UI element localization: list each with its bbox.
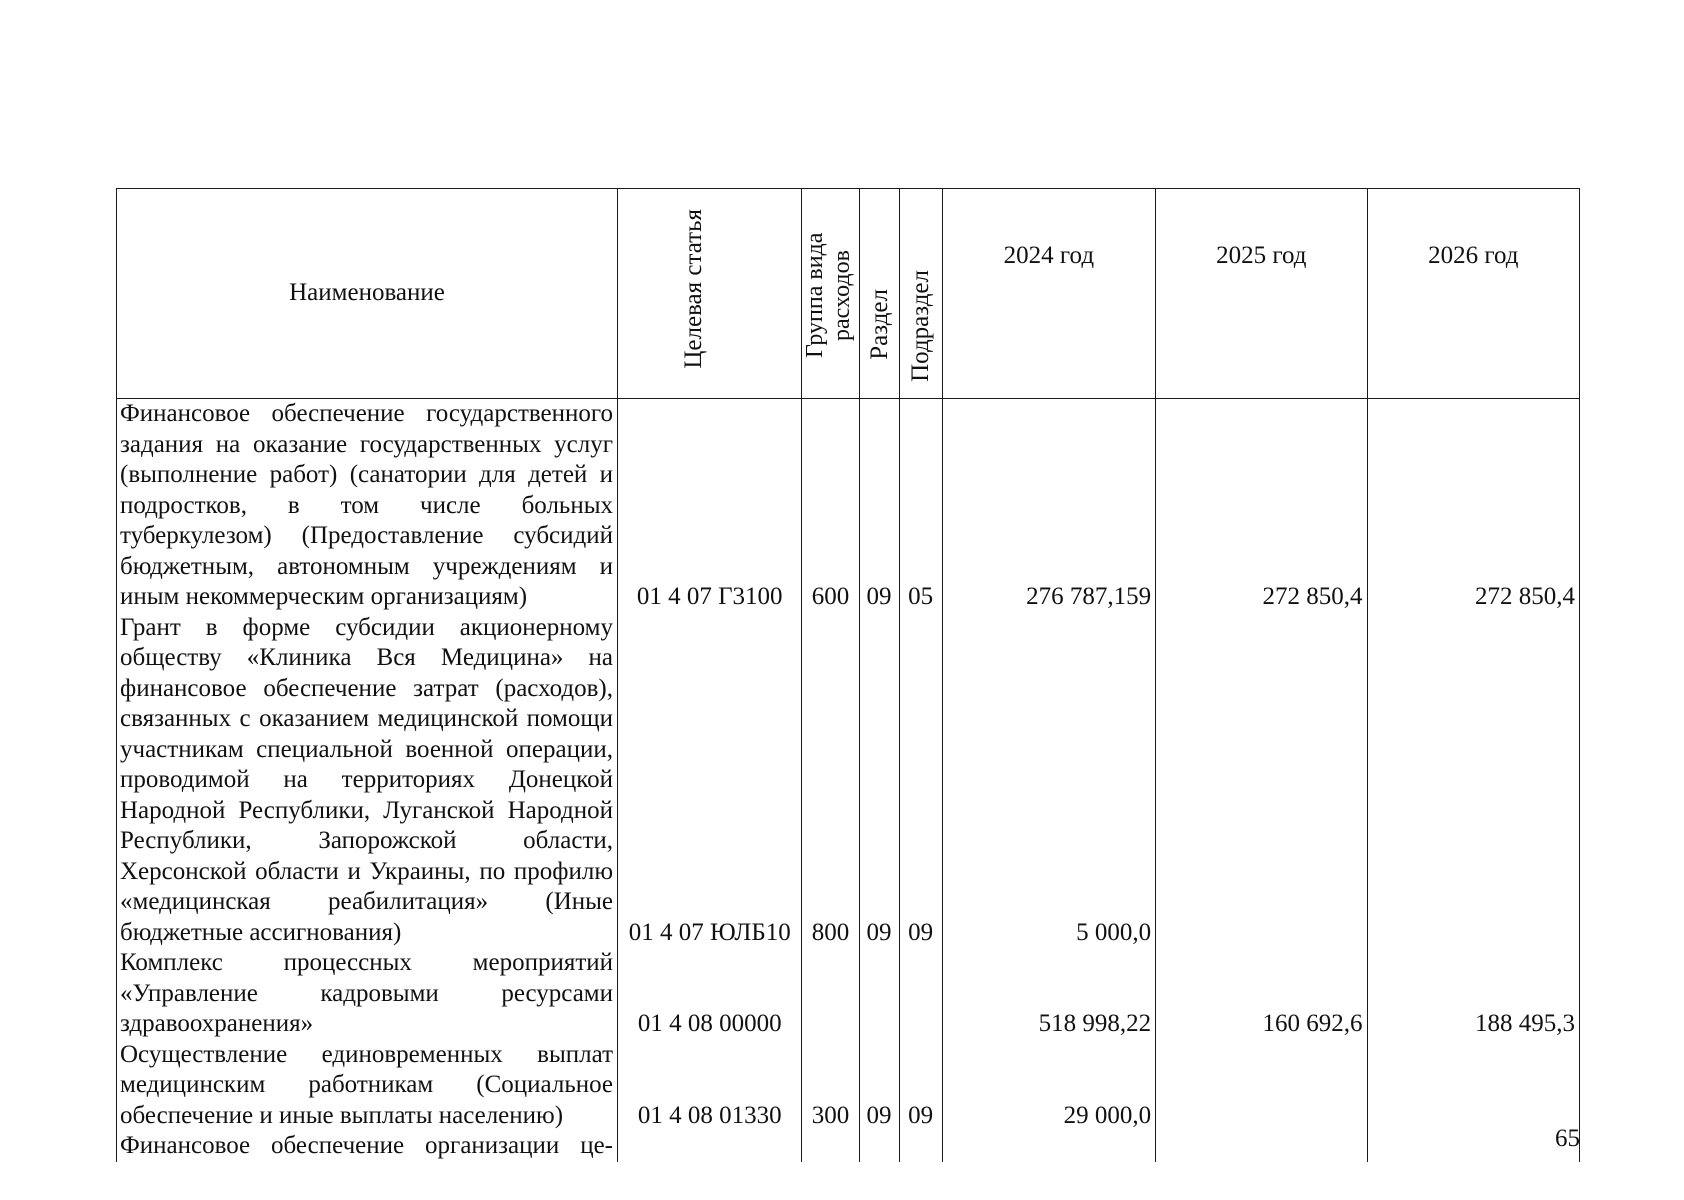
header-2024 [942, 189, 1155, 399]
row-2024: 276 787,159 [942, 399, 1155, 613]
header-subsection-label: Подраздел [907, 269, 935, 382]
header-group [802, 189, 859, 399]
row-section [859, 948, 899, 1040]
table-row [117, 613, 1580, 949]
row-subsection: 09 [899, 1040, 942, 1132]
row-section: 09 [859, 399, 899, 613]
row-group: 600 [802, 399, 859, 613]
row-group [802, 1131, 859, 1162]
row-2025: 272 850,4 [1156, 399, 1367, 613]
table-row [117, 1040, 1580, 1132]
row-2026: 272 850,4 [1367, 399, 1579, 613]
row-2024 [942, 1131, 1155, 1162]
row-2025 [1156, 613, 1367, 949]
row-2026: 188 495,3 [1367, 948, 1579, 1040]
row-section: 09 [859, 1040, 899, 1132]
budget-table [116, 188, 1580, 1162]
row-2024: 5 000,0 [942, 613, 1155, 949]
row-target: 01 4 08 01330 [618, 1040, 802, 1132]
header-2026-label: 2026 год [1428, 242, 1519, 269]
row-2025: 160 692,6 [1156, 948, 1367, 1040]
page-number: 65 [1555, 1125, 1580, 1152]
row-subsection: 05 [899, 399, 942, 613]
row-target: 01 4 07 Г3100 [618, 399, 802, 613]
header-2024-label: 2024 год [1003, 242, 1095, 269]
table-row [117, 948, 1580, 1040]
row-name: Осуществление единовременных выплат медицинским работникам (Социальное обеспечение и иные выплаты населению) [117, 1040, 618, 1132]
row-2024: 29 000,0 [942, 1040, 1155, 1132]
row-group [802, 948, 859, 1040]
header-name [117, 189, 618, 399]
row-subsection [899, 948, 942, 1040]
row-2024: 518 998,22 [942, 948, 1155, 1040]
row-target [618, 1131, 802, 1162]
table-body [117, 399, 1580, 1162]
header-group-label: Группа вида расходов [802, 232, 856, 359]
row-2026 [1367, 613, 1579, 949]
header-section [859, 189, 899, 399]
header-target-label: Целевая статья [679, 209, 707, 370]
row-name: Финансовое обеспечение организации це- [117, 1131, 618, 1162]
row-target: 01 4 08 00000 [618, 948, 802, 1040]
row-name: Грант в форме субсидии акционерному обществу «Клиника Вся Медицина» на финансовое обеспечение затрат (расходов), связанных с оказанием медицинской помощи участникам специальной военной операции, проводимой на территориях Донецкой Народной Республики, Луганской Народной Республики, Запорожской области, Херсонской области и Украины, по профилю «медицинская реабилитация» (Иные бюджетные ассигнования) [117, 613, 618, 949]
table-row [117, 1131, 1580, 1162]
row-section [859, 1131, 899, 1162]
header-2025 [1156, 189, 1367, 399]
row-group: 300 [802, 1040, 859, 1132]
row-2025 [1156, 1131, 1367, 1162]
row-subsection: 09 [899, 613, 942, 949]
row-subsection [899, 1131, 942, 1162]
row-section: 09 [859, 613, 899, 949]
header-section-label: Раздел [865, 288, 893, 360]
row-group: 800 [802, 613, 859, 949]
header-target [618, 189, 802, 399]
header-name-label: Наименование [289, 279, 445, 307]
table-header [117, 189, 1580, 399]
row-2025 [1156, 1040, 1367, 1132]
row-name: Финансовое обеспечение государственного задания на оказание государственных услуг (выполнение работ) (санатории для детей и подростков, в том числе больных туберкулезом) (Предоставление субсидий бюджетным, автономным учреждениям и иным некоммерческим организациям) [117, 399, 618, 613]
row-target: 01 4 07 ЮЛБ10 [618, 613, 802, 949]
table-row [117, 399, 1580, 613]
header-2025-label: 2025 год [1216, 242, 1307, 269]
header-subsection [899, 189, 942, 399]
header-2026 [1367, 189, 1579, 399]
row-name: Комплекс процессных мероприятий «Управление кадровыми ресурсами здравоохранения» [117, 948, 618, 1040]
row-2026 [1367, 1040, 1579, 1132]
